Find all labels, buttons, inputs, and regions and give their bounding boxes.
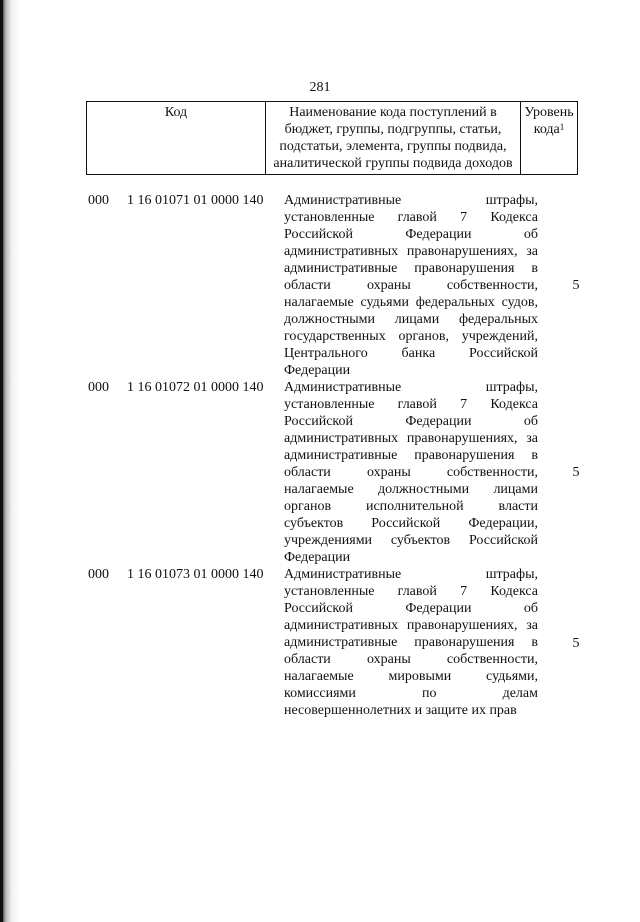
header-level [521,102,578,175]
row-level: 5 [572,278,580,293]
header-name-line: аналитической группы подвида доходов [273,156,513,171]
row-level: 5 [572,465,580,480]
row-name-line: административных правонарушениях, за [284,431,538,446]
row-code: 1 16 01072 01 0000 140 [127,380,264,395]
header-level-kod: кода [533,122,560,137]
header-table [86,101,578,175]
header-level-line2 [524,121,574,138]
row-name-line: комиссиями по делам [284,686,538,701]
row-name-line: государственных органов, учреждений, [284,329,538,344]
row-name-line: области охраны собственности, [284,278,538,293]
row-name-line: области охраны собственности, [284,465,538,480]
row-prefix: 000 [88,380,109,395]
header-name-line: бюджет, группы, подгруппы, статьи, [284,122,502,137]
page-number: 281 [309,80,331,95]
row-name-line: должностными лицами федеральных [284,312,538,327]
row-name-line: Центрального банка Российской [284,346,538,361]
row-name-line: Административные штрафы, [284,193,538,208]
row-code: 1 16 01071 01 0000 140 [127,193,264,208]
row-name-line: субъектов Российской Федерации, [284,516,538,531]
row-code: 1 16 01073 01 0000 140 [127,567,264,582]
row-name-line: Российской Федерации об [284,601,538,616]
row-level: 5 [572,636,580,651]
row-name [284,192,538,379]
row-name-line: области охраны собственности, [284,652,538,667]
row-name-line: налагаемые мировыми судьями, [284,669,538,684]
row-name [284,379,538,566]
scan-shadow [0,0,20,922]
header-name-line: Наименование кода поступлений в [289,105,497,120]
row-prefix: 000 [88,567,109,582]
header-code [87,102,266,175]
scan-edge [0,0,3,922]
row-name [284,566,538,719]
row-name-line: Административные штрафы, [284,380,538,395]
header-name [266,102,521,175]
header-row [87,102,578,175]
row-name-line: учреждениями субъектов Российской [284,533,538,548]
header-name-line: подстатьи, элемента, группы подвида, [279,139,507,154]
row-prefix: 000 [88,193,109,208]
row-name-line: административные правонарушения в [284,448,538,463]
row-name-line: Российской Федерации об [284,227,538,242]
row-name-line: Федерации [284,550,351,565]
row-name-line: налагаемые судьями федеральных судов, [284,295,538,310]
footnote-marker: 1 [559,122,565,132]
row-name-line: Российской Федерации об [284,414,538,429]
row-name-line: административных правонарушениях, за [284,618,538,633]
row-name-line: Федерации [284,363,351,378]
row-name-line: органов исполнительной власти [284,499,538,514]
row-name-line: Административные штрафы, [284,567,538,582]
row-name-line: налагаемые должностными лицами [284,482,538,497]
header-level-line1: Уровень [524,105,574,120]
row-name-line: несовершеннолетних и защите их прав [284,703,517,718]
row-name-line: установленные главой 7 Кодекса [284,210,538,225]
row-name-line: административные правонарушения в [284,635,538,650]
header-code-label: Код [164,105,188,120]
row-name-line: установленные главой 7 Кодекса [284,584,538,599]
row-name-line: административные правонарушения в [284,261,538,276]
row-name-line: административных правонарушениях, за [284,244,538,259]
row-name-line: установленные главой 7 Кодекса [284,397,538,412]
